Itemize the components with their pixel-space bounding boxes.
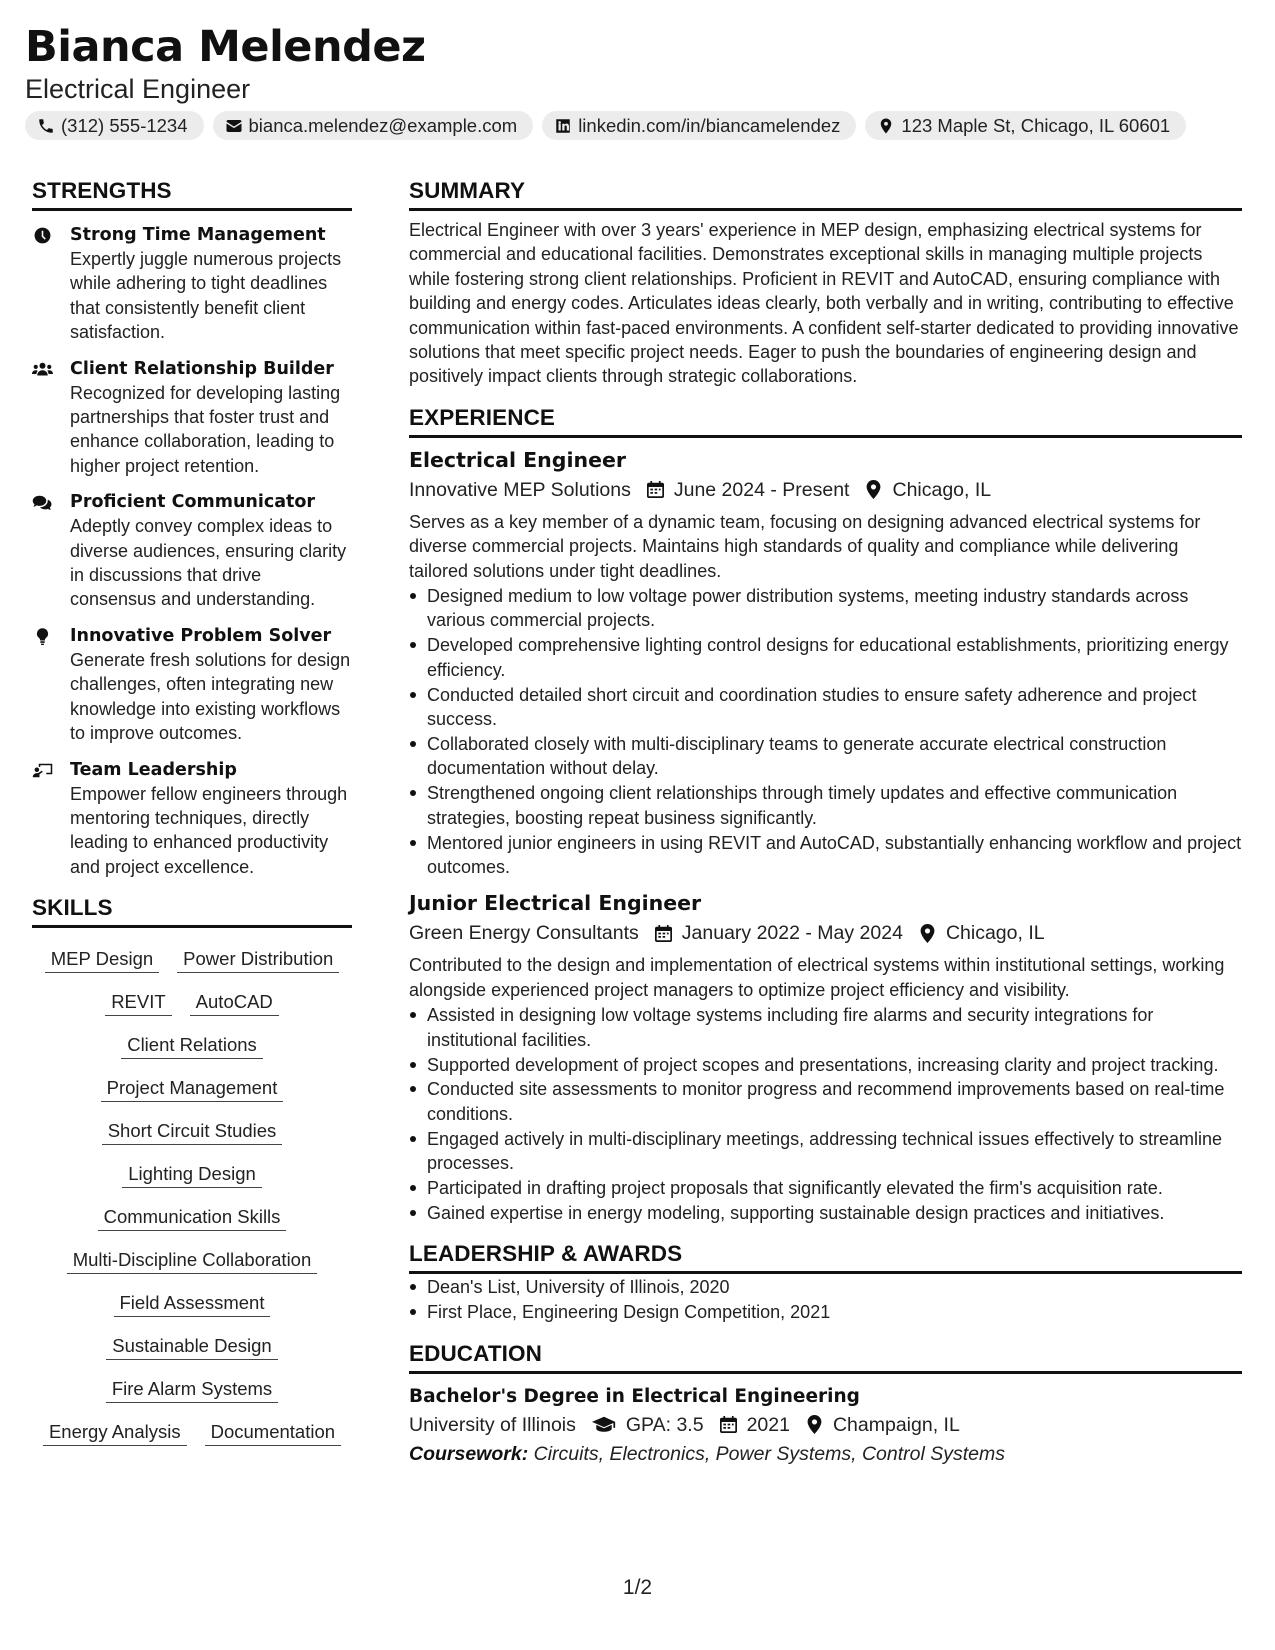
candidate-role: Electrical Engineer (25, 74, 251, 104)
list-item: Participated in drafting project proposals that significantly elevated the firm's acquisition rate. (409, 1176, 1242, 1200)
right-column (409, 176, 1242, 1468)
list-item: Gained expertise in energy modeling, supporting sustainable design practices and initiatives. (409, 1201, 1242, 1225)
skill-tag: Power Distribution (177, 946, 339, 973)
summary-section (409, 176, 1242, 389)
skills-list (32, 946, 352, 1446)
strength-item (32, 223, 352, 345)
strength-title: Client Relationship Builder (70, 358, 334, 379)
skills-section (32, 893, 352, 1446)
skill-tag: Short Circuit Studies (102, 1118, 283, 1145)
location-pin-icon (806, 1415, 823, 1434)
skill-tag: Client Relations (121, 1032, 263, 1059)
education-meta (409, 1410, 1242, 1440)
skill-tag: Project Management (101, 1075, 284, 1102)
strength-item (32, 758, 352, 880)
experience-section (409, 403, 1242, 1226)
contact-email[interactable] (213, 111, 534, 140)
experience-heading: EXPERIENCE (409, 403, 1242, 438)
skill-tag: Lighting Design (122, 1161, 262, 1188)
job-description: Contributed to the design and implementation of electrical systems within institutional settings, working alongside experienced project managers to optimize project efficiency and visibility. (409, 955, 1225, 1000)
awards-list (409, 1275, 1242, 1324)
skill-tag: Documentation (205, 1419, 341, 1446)
envelope-icon (225, 117, 243, 135)
summary-text: Electrical Engineer with over 3 years' experience in MEP design, emphasizing electrical systems for commercial and educational facilities. Demonstrates exceptional skills in managing multiple projects while fostering strong client relationships. Proficient in REVIT and AutoCAD, ensuring compliance with building and energy codes. Articulates ideas clearly, both verbally and in writing, contributing to effective communication within fast-paced environments. A confident self-starter dedicated to providing innovative solutions that meet specific project needs. Eager to push the boundaries of engineering design and positively impact clients through strategic collaborations. (409, 220, 1239, 387)
job-entry (409, 889, 1242, 1225)
contact-bar (25, 111, 1255, 140)
job-meta (409, 918, 1242, 948)
strength-item (32, 490, 352, 612)
coursework-list: Circuits, Electronics, Power Systems, Control Systems (533, 1442, 1005, 1465)
job-meta (409, 475, 1242, 505)
job-location: Chicago, IL (945, 922, 1045, 945)
list-item: Engaged actively in multi-disciplinary meetings, addressing technical issues effectively to streamline processes. (409, 1127, 1242, 1176)
job-location: Chicago, IL (892, 478, 992, 501)
contact-phone[interactable] (25, 111, 204, 140)
calendar-icon (647, 480, 664, 499)
education-heading: EDUCATION (409, 1339, 1242, 1374)
job-company: Innovative MEP Solutions (409, 478, 631, 501)
contact-linkedin-text: linkedin.com/in/biancamelendez (578, 114, 841, 136)
graduation-year: 2021 (746, 1413, 790, 1436)
strength-title: Team Leadership (70, 759, 237, 780)
contact-linkedin[interactable] (542, 111, 856, 140)
contact-address (865, 111, 1186, 140)
page-number: 1/2 (622, 1576, 653, 1599)
skills-heading: SKILLS (32, 893, 352, 928)
list-item: Developed comprehensive lighting control designs for educational establishments, prioritizing energy efficiency. (409, 633, 1242, 682)
strengths-section (32, 176, 352, 879)
skill-tag: Field Assessment (114, 1290, 271, 1317)
contact-email-text: bianca.melendez@example.com (248, 114, 518, 136)
phone-icon (37, 117, 55, 135)
resume-header (25, 22, 1255, 140)
strength-desc: Generate fresh solutions for design challenges, often integrating new knowledge into existing workflows to improve outcomes. (70, 649, 351, 744)
linkedin-icon (554, 117, 572, 135)
location-pin-icon (865, 480, 882, 499)
education-section (409, 1339, 1242, 1468)
list-item: Mentored junior engineers in using REVIT and AutoCAD, substantially enhancing workflow and project outcomes. (409, 831, 1242, 880)
skill-tag: AutoCAD (190, 989, 279, 1016)
job-dates: January 2022 - May 2024 (681, 922, 903, 945)
graduation-cap-icon (592, 1415, 616, 1434)
contact-phone-text: (312) 555-1234 (61, 114, 188, 136)
strength-item (32, 624, 352, 746)
lightbulb-icon (32, 627, 53, 646)
chalkboard-teacher-icon (32, 761, 53, 780)
skill-tag: MEP Design (45, 946, 159, 973)
job-company: Green Energy Consultants (409, 922, 639, 945)
list-item: Designed medium to low voltage power distribution systems, meeting industry standards across various commercial projects. (409, 584, 1242, 633)
degree-title: Bachelor's Degree in Electrical Engineering (409, 1385, 860, 1407)
list-item: Conducted site assessments to monitor progress and recommend improvements based on real-time conditions. (409, 1077, 1242, 1126)
summary-heading: SUMMARY (409, 176, 1242, 211)
list-item: Dean's List, University of Illinois, 2020 (409, 1275, 1242, 1299)
job-bullets (409, 1003, 1242, 1225)
left-column (32, 176, 352, 1446)
list-item: Strengthened ongoing client relationships through timely updates and effective communication strategies, boosting repeat business significantly. (409, 781, 1242, 830)
strength-desc: Recognized for developing lasting partnerships that foster trust and enhance collaboration, leading to higher project retention. (70, 382, 341, 476)
list-item: First Place, Engineering Design Competition, 2021 (409, 1300, 1242, 1324)
job-title: Electrical Engineer (409, 447, 626, 472)
awards-section (409, 1239, 1242, 1324)
coursework-label: Coursework: (409, 1442, 529, 1465)
clock-icon (32, 226, 53, 245)
strength-title: Proficient Communicator (70, 492, 316, 513)
strength-title: Innovative Problem Solver (70, 625, 332, 646)
strength-desc: Empower fellow engineers through mentoring techniques, directly leading to enhanced productivity and project excellence. (70, 783, 348, 877)
strength-desc: Adeptly convey complex ideas to diverse audiences, ensuring clarity in discussions that drive consensus and understanding. (70, 516, 347, 610)
strength-desc: Expertly juggle numerous projects while adhering to tight deadlines that consistently benefit client satisfaction. (70, 249, 342, 343)
skill-tag: Energy Analysis (43, 1419, 187, 1446)
school-name: University of Illinois (409, 1413, 576, 1436)
skill-tag: Sustainable Design (106, 1333, 277, 1360)
contact-address-text: 123 Maple St, Chicago, IL 60601 (901, 114, 1171, 136)
list-item: Supported development of project scopes and presentations, increasing clarity and project tracking. (409, 1053, 1242, 1077)
job-description: Serves as a key member of a dynamic team, focusing on designing advanced electrical systems for diverse commercial projects. Maintains high standards of quality and compliance while delivering tailored solutions under tight deadlines. (409, 511, 1201, 581)
strengths-heading: STRENGTHS (32, 176, 352, 211)
users-icon (32, 360, 53, 379)
calendar-icon (655, 924, 672, 943)
job-dates: June 2024 - Present (673, 478, 850, 501)
skill-tag: Communication Skills (98, 1204, 287, 1231)
candidate-name: Bianca Melendez (25, 22, 426, 72)
list-item: Conducted detailed short circuit and coordination studies to ensure safety adherence and project success. (409, 683, 1242, 732)
gpa: GPA: 3.5 (625, 1413, 704, 1436)
skill-tag: Fire Alarm Systems (106, 1376, 278, 1403)
strength-item (32, 357, 352, 479)
job-entry (409, 446, 1242, 880)
skill-tag: REVIT (105, 989, 171, 1016)
list-item: Assisted in designing low voltage systems including fire alarms and security integrations for institutional facilities. (409, 1003, 1242, 1052)
strength-title: Strong Time Management (70, 225, 326, 245)
calendar-icon (720, 1415, 737, 1434)
coursework (409, 1440, 1242, 1468)
awards-heading: LEADERSHIP & AWARDS (409, 1239, 1242, 1274)
job-bullets (409, 584, 1242, 879)
location-pin-icon (877, 117, 895, 135)
skill-tag: Multi-Discipline Collaboration (67, 1247, 318, 1274)
job-title: Junior Electrical Engineer (409, 891, 702, 916)
list-item: Collaborated closely with multi-disciplinary teams to generate accurate electrical construction documentation without delay. (409, 732, 1242, 781)
school-location: Champaign, IL (832, 1413, 960, 1436)
location-pin-icon (919, 924, 936, 943)
comments-icon (32, 493, 53, 512)
